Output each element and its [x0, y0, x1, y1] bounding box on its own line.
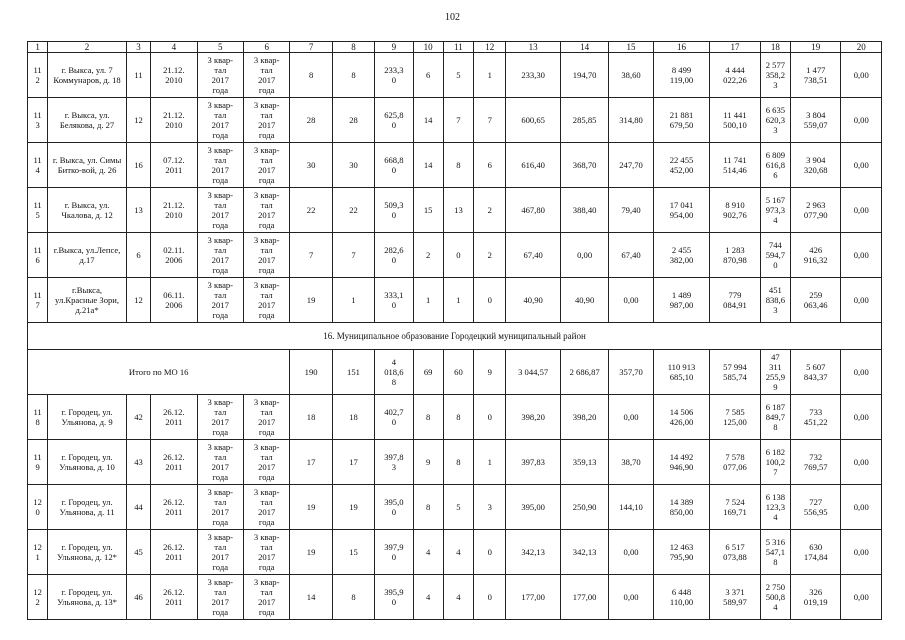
cell-c5: 3 квар- тал 2017 года: [197, 53, 243, 98]
cell-c20: 0,00: [841, 485, 882, 530]
cell-c12: 0: [474, 278, 506, 323]
cell-c12: 1: [474, 53, 506, 98]
cell-c14: 368,70: [560, 143, 608, 188]
cell-c14: 194,70: [560, 53, 608, 98]
cell-c5: 3 квар- тал 2017 года: [197, 233, 243, 278]
cell-c10: 4: [413, 575, 443, 620]
section-title: 16. Муниципальное образование Городецкий муниципальный район: [28, 323, 882, 350]
cell-c13: 40,90: [506, 278, 561, 323]
cell-c3: 16: [126, 143, 150, 188]
cell-c8: 15: [332, 530, 374, 575]
cell-c10: 4: [413, 530, 443, 575]
cell-c11: 8: [443, 440, 473, 485]
cell-c3: 12: [126, 98, 150, 143]
cell-c9: 397,9 0: [375, 530, 413, 575]
cell-c9: 282,6 0: [375, 233, 413, 278]
cell-c16: 1 489 987,00: [653, 278, 710, 323]
total-cell-c20: 0,00: [841, 350, 882, 395]
cell-c12: 6: [474, 143, 506, 188]
total-cell-c17: 57 994 585,74: [710, 350, 760, 395]
row-number-cell: 11 3: [28, 98, 48, 143]
cell-c8: 7: [332, 233, 374, 278]
cell-c5: 3 квар- тал 2017 года: [197, 188, 243, 233]
cell-c7: 19: [290, 278, 332, 323]
cell-c8: 22: [332, 188, 374, 233]
cell-c12: 1: [474, 440, 506, 485]
cell-c18: 5 316 547,1 8: [760, 530, 790, 575]
row-number-cell: 11 7: [28, 278, 48, 323]
column-number-16: 16: [653, 42, 710, 53]
cell-c18: 6 809 616,8 6: [760, 143, 790, 188]
cell-c5: 3 квар- тал 2017 года: [197, 278, 243, 323]
cell-c19: 426 916,32: [791, 233, 841, 278]
cell-c9: 397,8 3: [375, 440, 413, 485]
cell-c19: 1 477 738,51: [791, 53, 841, 98]
cell-c13: 233,30: [506, 53, 561, 98]
cell-c7: 7: [290, 233, 332, 278]
cell-c10: 14: [413, 143, 443, 188]
table-row: [28, 395, 882, 440]
cell-c19: 3 904 320,68: [791, 143, 841, 188]
section-header-row: [28, 323, 882, 350]
cell-c6: 3 квар- тал 2017 года: [243, 53, 289, 98]
cell-c16: 14 389 850,00: [653, 485, 710, 530]
table-row: [28, 233, 882, 278]
cell-c7: 22: [290, 188, 332, 233]
cell-c5: 3 квар- тал 2017 года: [197, 395, 243, 440]
cell-c17: 7 524 169,71: [710, 485, 760, 530]
cell-c9: 402,7 0: [375, 395, 413, 440]
cell-c9: 668,8 0: [375, 143, 413, 188]
table-row: [28, 575, 882, 620]
row-number-cell: 12 2: [28, 575, 48, 620]
cell-c6: 3 квар- тал 2017 года: [243, 575, 289, 620]
cell-c16: 21 881 679,50: [653, 98, 710, 143]
column-number-18: 18: [760, 42, 790, 53]
cell-c6: 3 квар- тал 2017 года: [243, 530, 289, 575]
cell-c8: 30: [332, 143, 374, 188]
cell-c10: 9: [413, 440, 443, 485]
address-cell: г. Выкса, ул. Симы Битко-вой, д. 26: [48, 143, 127, 188]
column-number-14: 14: [560, 42, 608, 53]
cell-c17: 8 910 902,76: [710, 188, 760, 233]
column-number-10: 10: [413, 42, 443, 53]
cell-c10: 8: [413, 395, 443, 440]
cell-c4: 26.12. 2011: [151, 575, 197, 620]
cell-c7: 17: [290, 440, 332, 485]
cell-c11: 7: [443, 98, 473, 143]
cell-c15: 38,70: [609, 440, 653, 485]
column-number-9: 9: [375, 42, 413, 53]
cell-c3: 13: [126, 188, 150, 233]
cell-c4: 21.12. 2010: [151, 98, 197, 143]
cell-c5: 3 квар- тал 2017 года: [197, 530, 243, 575]
cell-c19: 2 963 077,90: [791, 188, 841, 233]
total-cell-c12: 9: [474, 350, 506, 395]
cell-c18: 451 838,6 3: [760, 278, 790, 323]
cell-c11: 5: [443, 53, 473, 98]
cell-c6: 3 квар- тал 2017 года: [243, 143, 289, 188]
table-row: [28, 485, 882, 530]
cell-c17: 1 283 870,98: [710, 233, 760, 278]
cell-c6: 3 квар- тал 2017 года: [243, 233, 289, 278]
cell-c3: 43: [126, 440, 150, 485]
cell-c14: 250,90: [560, 485, 608, 530]
cell-c13: 342,13: [506, 530, 561, 575]
cell-c16: 14 506 426,00: [653, 395, 710, 440]
cell-c16: 22 455 452,00: [653, 143, 710, 188]
cell-c20: 0,00: [841, 530, 882, 575]
cell-c11: 13: [443, 188, 473, 233]
column-number-11: 11: [443, 42, 473, 53]
cell-c15: 38,60: [609, 53, 653, 98]
cell-c18: 6 187 849,7 8: [760, 395, 790, 440]
cell-c3: 12: [126, 278, 150, 323]
cell-c19: 630 174,84: [791, 530, 841, 575]
column-number-6: 6: [243, 42, 289, 53]
column-number-17: 17: [710, 42, 760, 53]
cell-c3: 6: [126, 233, 150, 278]
cell-c14: 388,40: [560, 188, 608, 233]
address-cell: г.Выкса, ул.Лепсе, д.17: [48, 233, 127, 278]
row-number-cell: 11 5: [28, 188, 48, 233]
row-number-cell: 12 0: [28, 485, 48, 530]
cell-c15: 0,00: [609, 278, 653, 323]
cell-c5: 3 квар- тал 2017 года: [197, 440, 243, 485]
column-number-3: 3: [126, 42, 150, 53]
cell-c17: 11 741 514,46: [710, 143, 760, 188]
cell-c18: 5 167 973,3 4: [760, 188, 790, 233]
table-row: [28, 278, 882, 323]
cell-c15: 0,00: [609, 395, 653, 440]
page-number: 102: [445, 12, 460, 23]
cell-c19: 727 556,95: [791, 485, 841, 530]
cell-c6: 3 квар- тал 2017 года: [243, 188, 289, 233]
cell-c9: 395,0 0: [375, 485, 413, 530]
cell-c3: 42: [126, 395, 150, 440]
column-number-12: 12: [474, 42, 506, 53]
cell-c13: 600,65: [506, 98, 561, 143]
row-number-cell: 11 4: [28, 143, 48, 188]
column-number-19: 19: [791, 42, 841, 53]
total-cell-c13: 3 044,57: [506, 350, 561, 395]
total-cell-c19: 5 607 843,37: [791, 350, 841, 395]
cell-c14: 40,90: [560, 278, 608, 323]
cell-c18: 6 635 620,3 3: [760, 98, 790, 143]
cell-c7: 18: [290, 395, 332, 440]
address-cell: г. Городец, ул. Ульянова, д. 11: [48, 485, 127, 530]
total-cell-c9: 4 018,6 8: [375, 350, 413, 395]
address-cell: г. Городец, ул. Ульянова, д. 10: [48, 440, 127, 485]
total-cell-c18: 47 311 255,9 9: [760, 350, 790, 395]
address-cell: г. Выкса, ул. 7 Коммунаров, д. 18: [48, 53, 127, 98]
cell-c7: 8: [290, 53, 332, 98]
cell-c4: 26.12. 2011: [151, 440, 197, 485]
table-row: [28, 53, 882, 98]
cell-c20: 0,00: [841, 53, 882, 98]
cell-c19: 3 804 559,07: [791, 98, 841, 143]
row-number-cell: 12 1: [28, 530, 48, 575]
cell-c5: 3 квар- тал 2017 года: [197, 485, 243, 530]
cell-c17: 779 084,91: [710, 278, 760, 323]
cell-c6: 3 квар- тал 2017 года: [243, 485, 289, 530]
cell-c13: 467,80: [506, 188, 561, 233]
cell-c20: 0,00: [841, 575, 882, 620]
cell-c14: 0,00: [560, 233, 608, 278]
cell-c11: 0: [443, 233, 473, 278]
cell-c9: 395,9 0: [375, 575, 413, 620]
cell-c8: 19: [332, 485, 374, 530]
cell-c4: 07.12. 2011: [151, 143, 197, 188]
cell-c11: 1: [443, 278, 473, 323]
column-number-5: 5: [197, 42, 243, 53]
cell-c4: 26.12. 2011: [151, 485, 197, 530]
cell-c15: 0,00: [609, 530, 653, 575]
cell-c3: 45: [126, 530, 150, 575]
cell-c9: 509,3 0: [375, 188, 413, 233]
cell-c20: 0,00: [841, 143, 882, 188]
column-number-4: 4: [151, 42, 197, 53]
cell-c12: 2: [474, 233, 506, 278]
cell-c4: 06.11. 2006: [151, 278, 197, 323]
cell-c11: 8: [443, 143, 473, 188]
cell-c5: 3 квар- тал 2017 года: [197, 575, 243, 620]
cell-c17: 7 585 125,00: [710, 395, 760, 440]
cell-c6: 3 квар- тал 2017 года: [243, 278, 289, 323]
cell-c11: 4: [443, 575, 473, 620]
cell-c17: 11 441 500,10: [710, 98, 760, 143]
cell-c6: 3 квар- тал 2017 года: [243, 98, 289, 143]
address-cell: г. Выкса, ул. Чкалова, д. 12: [48, 188, 127, 233]
cell-c17: 6 517 073,88: [710, 530, 760, 575]
register-table-body: [28, 42, 882, 620]
cell-c14: 285,85: [560, 98, 608, 143]
cell-c12: 0: [474, 530, 506, 575]
cell-c20: 0,00: [841, 395, 882, 440]
cell-c8: 17: [332, 440, 374, 485]
cell-c14: 398,20: [560, 395, 608, 440]
cell-c19: 732 769,57: [791, 440, 841, 485]
cell-c11: 4: [443, 530, 473, 575]
cell-c16: 12 463 795,90: [653, 530, 710, 575]
cell-c13: 67,40: [506, 233, 561, 278]
cell-c9: 625,8 0: [375, 98, 413, 143]
cell-c15: 314,80: [609, 98, 653, 143]
cell-c16: 14 492 946,90: [653, 440, 710, 485]
column-number-1: 1: [28, 42, 48, 53]
total-label: Итого по МО 16: [28, 350, 290, 395]
cell-c15: 144,10: [609, 485, 653, 530]
cell-c13: 398,20: [506, 395, 561, 440]
cell-c4: 21.12. 2010: [151, 53, 197, 98]
cell-c20: 0,00: [841, 98, 882, 143]
cell-c15: 0,00: [609, 575, 653, 620]
cell-c8: 8: [332, 575, 374, 620]
total-row: [28, 350, 882, 395]
register-table: [27, 41, 882, 620]
cell-c16: 2 455 382,00: [653, 233, 710, 278]
total-cell-c16: 110 913 685,10: [653, 350, 710, 395]
column-number-7: 7: [290, 42, 332, 53]
cell-c17: 7 578 077,06: [710, 440, 760, 485]
cell-c15: 247,70: [609, 143, 653, 188]
cell-c10: 2: [413, 233, 443, 278]
cell-c20: 0,00: [841, 233, 882, 278]
cell-c12: 0: [474, 395, 506, 440]
column-number-20: 20: [841, 42, 882, 53]
column-number-2: 2: [48, 42, 127, 53]
cell-c7: 30: [290, 143, 332, 188]
table-row: [28, 530, 882, 575]
cell-c20: 0,00: [841, 278, 882, 323]
cell-c9: 233,3 0: [375, 53, 413, 98]
total-cell-c15: 357,70: [609, 350, 653, 395]
cell-c7: 19: [290, 485, 332, 530]
cell-c15: 67,40: [609, 233, 653, 278]
table-row: [28, 440, 882, 485]
cell-c18: 6 138 123,3 4: [760, 485, 790, 530]
address-cell: г. Городец, ул. Ульянова, д. 13*: [48, 575, 127, 620]
address-cell: г. Городец, ул. Ульянова, д. 9: [48, 395, 127, 440]
table-row: [28, 143, 882, 188]
cell-c14: 342,13: [560, 530, 608, 575]
cell-c4: 26.12. 2011: [151, 530, 197, 575]
cell-c7: 28: [290, 98, 332, 143]
cell-c13: 397,83: [506, 440, 561, 485]
total-cell-c11: 60: [443, 350, 473, 395]
cell-c19: 733 451,22: [791, 395, 841, 440]
cell-c17: 4 444 022,26: [710, 53, 760, 98]
cell-c8: 28: [332, 98, 374, 143]
cell-c20: 0,00: [841, 440, 882, 485]
cell-c5: 3 квар- тал 2017 года: [197, 143, 243, 188]
cell-c12: 3: [474, 485, 506, 530]
cell-c6: 3 квар- тал 2017 года: [243, 395, 289, 440]
column-number-15: 15: [609, 42, 653, 53]
cell-c12: 0: [474, 575, 506, 620]
cell-c11: 5: [443, 485, 473, 530]
cell-c6: 3 квар- тал 2017 года: [243, 440, 289, 485]
cell-c14: 359,13: [560, 440, 608, 485]
cell-c8: 1: [332, 278, 374, 323]
cell-c12: 7: [474, 98, 506, 143]
cell-c13: 616,40: [506, 143, 561, 188]
cell-c8: 8: [332, 53, 374, 98]
total-cell-c14: 2 686,87: [560, 350, 608, 395]
cell-c19: 326 019,19: [791, 575, 841, 620]
cell-c17: 3 371 589,97: [710, 575, 760, 620]
row-number-cell: 11 2: [28, 53, 48, 98]
column-number-8: 8: [332, 42, 374, 53]
cell-c7: 19: [290, 530, 332, 575]
cell-c10: 6: [413, 53, 443, 98]
cell-c3: 11: [126, 53, 150, 98]
cell-c10: 15: [413, 188, 443, 233]
table-row: [28, 188, 882, 233]
cell-c15: 79,40: [609, 188, 653, 233]
address-cell: г. Городец, ул. Ульянова, д. 12*: [48, 530, 127, 575]
row-number-cell: 11 6: [28, 233, 48, 278]
total-cell-c8: 151: [332, 350, 374, 395]
row-number-cell: 11 8: [28, 395, 48, 440]
cell-c10: 1: [413, 278, 443, 323]
column-number-header-row: [28, 42, 882, 53]
cell-c8: 18: [332, 395, 374, 440]
cell-c18: 744 594,7 0: [760, 233, 790, 278]
total-cell-c7: 190: [290, 350, 332, 395]
cell-c4: 02.11. 2006: [151, 233, 197, 278]
cell-c10: 14: [413, 98, 443, 143]
total-cell-c10: 69: [413, 350, 443, 395]
cell-c18: 6 182 100,2 7: [760, 440, 790, 485]
cell-c16: 8 499 119,00: [653, 53, 710, 98]
cell-c13: 395,00: [506, 485, 561, 530]
cell-c3: 44: [126, 485, 150, 530]
table-row: [28, 98, 882, 143]
cell-c9: 333,1 0: [375, 278, 413, 323]
cell-c16: 17 041 954,00: [653, 188, 710, 233]
row-number-cell: 11 9: [28, 440, 48, 485]
cell-c3: 46: [126, 575, 150, 620]
cell-c18: 2 577 358,2 3: [760, 53, 790, 98]
cell-c19: 259 063,46: [791, 278, 841, 323]
cell-c4: 26.12. 2011: [151, 395, 197, 440]
cell-c14: 177,00: [560, 575, 608, 620]
cell-c12: 2: [474, 188, 506, 233]
address-cell: г. Выкса, ул. Белякова, д. 27: [48, 98, 127, 143]
cell-c4: 21.12. 2010: [151, 188, 197, 233]
cell-c7: 14: [290, 575, 332, 620]
cell-c5: 3 квар- тал 2017 года: [197, 98, 243, 143]
cell-c10: 8: [413, 485, 443, 530]
cell-c11: 8: [443, 395, 473, 440]
cell-c13: 177,00: [506, 575, 561, 620]
cell-c20: 0,00: [841, 188, 882, 233]
column-number-13: 13: [506, 42, 561, 53]
cell-c16: 6 448 110,00: [653, 575, 710, 620]
cell-c18: 2 750 500,8 4: [760, 575, 790, 620]
address-cell: г.Выкса, ул.Красные Зори, д.21а*: [48, 278, 127, 323]
